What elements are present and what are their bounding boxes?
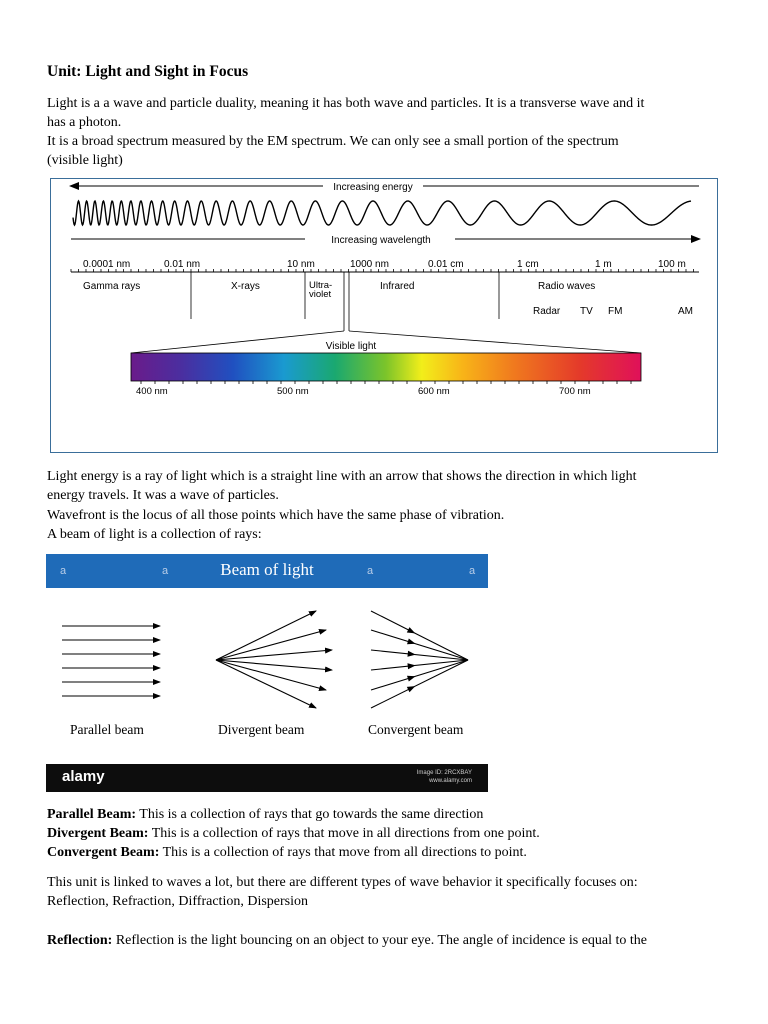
convergent-rays <box>371 611 468 708</box>
convergent-arrowhead <box>407 662 416 669</box>
para3-line-1: This unit is linked to waves a lot, but there are different types of wave behavior it specifically focuses on: <box>47 875 638 890</box>
def-parallel <box>47 805 483 824</box>
intro-line-2: has a photon. <box>47 115 122 130</box>
def-divergent-text: This is a collection of rays that move in all directions from one point. <box>148 826 540 841</box>
def-convergent <box>47 843 527 862</box>
scale-1: 0.01 nm <box>164 259 201 270</box>
convergent-arrowhead <box>407 673 416 681</box>
intro-line-4: (visible light) <box>47 153 123 168</box>
visible-gradient-bar <box>131 353 641 381</box>
watermark-4: a <box>469 565 476 577</box>
region-uv-2: violet <box>309 289 332 300</box>
vis-tick-700: 700 nm <box>559 386 591 397</box>
scale-7: 100 m <box>658 259 686 270</box>
label-parallel: Parallel beam <box>70 722 144 737</box>
page-title: Unit: Light and Sight in Focus <box>47 63 249 80</box>
para2-line-4: A beam of light is a collection of rays: <box>47 527 262 542</box>
band-am: AM <box>678 306 693 317</box>
def-divergent-term: Divergent Beam: <box>47 826 149 841</box>
beam-figure-title: Beam of light <box>220 560 314 579</box>
vis-tick-500: 500 nm <box>277 386 309 397</box>
energy-label: Increasing energy <box>333 182 413 193</box>
region-xray: X-rays <box>231 281 260 292</box>
def-convergent-term: Convergent Beam: <box>47 845 160 860</box>
beam-of-light-figure <box>46 554 488 792</box>
scale-6: 1 m <box>595 259 612 270</box>
alamy-footer <box>46 764 488 792</box>
scale-0: 0.0001 nm <box>83 259 131 270</box>
band-tv: TV <box>580 306 593 317</box>
intro-line-1: Light is a a wave and particle duality, meaning it has both wave and particles. It is a transverse wave and it <box>47 96 645 111</box>
def-parallel-text: This is a collection of rays that go towards the same direction <box>136 807 484 822</box>
divergent-rays <box>216 611 332 708</box>
convergent-arrowhead <box>407 639 416 647</box>
convergent-arrowhead <box>407 651 416 658</box>
site-text: www.alamy.com <box>429 778 472 784</box>
visible-label: Visible light <box>325 341 377 352</box>
em-spectrum-figure <box>50 178 718 453</box>
intro-line-3: It is a broad spectrum measured by the EM spectrum. We can only see a small portion of the spectrum <box>47 134 619 149</box>
scale-2: 10 nm <box>287 259 315 270</box>
watermark-1: a <box>60 565 67 577</box>
wavelength-label: Increasing wavelength <box>331 235 431 246</box>
alamy-logo: alamy <box>62 768 105 785</box>
para2-line-2: energy travels. It was a wave of particles. <box>47 488 279 503</box>
beam-figure-header <box>46 554 488 588</box>
scale-4: 0.01 cm <box>428 259 464 270</box>
convergent-arrowhead <box>407 683 417 692</box>
convergent-arrowhead <box>407 627 417 636</box>
em-wave <box>73 201 691 225</box>
label-convergent: Convergent beam <box>368 722 464 737</box>
band-radar: Radar <box>533 306 561 317</box>
region-gamma: Gamma rays <box>83 281 141 292</box>
em-spectrum-svg <box>51 179 719 454</box>
band-fm: FM <box>608 306 623 317</box>
region-infrared: Infrared <box>380 281 415 292</box>
def-divergent <box>47 824 540 843</box>
label-divergent: Divergent beam <box>218 722 305 737</box>
region-radio: Radio waves <box>538 281 596 292</box>
watermark-3: a <box>367 565 374 577</box>
alamy-image-id <box>417 769 472 785</box>
reflection-para <box>47 931 647 950</box>
scale-5: 1 cm <box>517 259 539 270</box>
watermark-2: a <box>162 565 169 577</box>
def-convergent-text: This is a collection of rays that move from all directions to point. <box>159 845 527 860</box>
beam-diagram-svg <box>46 594 488 734</box>
vis-tick-400: 400 nm <box>136 386 168 397</box>
reflection-text: Reflection is the light bouncing on an object to your eye. The angle of incidence is equal to the <box>112 933 648 948</box>
scale-3: 1000 nm <box>350 259 389 270</box>
para3-line-2: Reflection, Refraction, Diffraction, Dispersion <box>47 894 308 909</box>
convergent-ray <box>371 660 468 708</box>
reflection-term: Reflection: <box>47 933 113 948</box>
region-uv-1: Ultra- <box>309 280 333 291</box>
para2-line-3: Wavefront is the locus of all those points which have the same phase of vibration. <box>47 508 505 523</box>
def-parallel-term: Parallel Beam: <box>47 807 137 822</box>
image-id-text: Image ID: 2RCXBAY <box>416 770 472 776</box>
parallel-rays <box>62 626 160 696</box>
vis-tick-600: 600 nm <box>418 386 450 397</box>
para2-line-1: Light energy is a ray of light which is a straight line with an arrow that shows the direction in which light <box>47 469 637 484</box>
convergent-ray <box>371 611 468 660</box>
